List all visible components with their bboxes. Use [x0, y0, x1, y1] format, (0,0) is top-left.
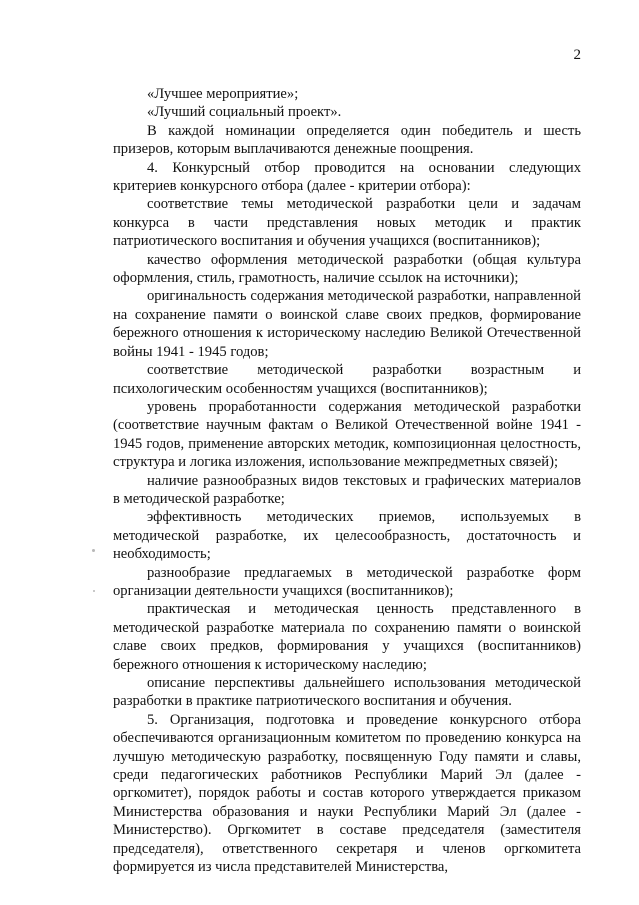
- criterion-practical-value: практическая и методическая ценность представленного в методической разработке материала по сохранению памяти о воинской славе своих предков, формирования у учащихся (воспитанников) бережного отношения к историческому наследию;: [113, 601, 581, 673]
- criterion-material-variety: наличие разнообразных видов текстовых и графических материалов в методической разработке;: [113, 472, 581, 507]
- criterion-originality: оригинальность содержания методической разработки, направленной на сохранение памяти о воинской славе своих предков, формирование бережного отношения к историческому наследию Великой Отечественной войны 1941 - 1945 годов;: [113, 288, 581, 360]
- criterion-goal-compliance: соответствие темы методической разработки цели и задачам конкурса в части представления новых методик и практик патриотического воспитания и обучения учащихся (воспитанников);: [113, 196, 581, 250]
- paragraph-section-5: 5. Организация, подготовка и проведение конкурсного отбора обеспечиваются организационным комитетом по проведению конкурса на лучшую методическую разработку, посвященную Году памяти и славы, среди педагогических работников Республики Марий Эл (далее - оргкомитет), порядок работы и состав которого утверждается приказом Министерства образования и науки Республики Марий Эл (далее - Министерство). Оргкомитет в составе председателя (заместителя председателя), ответственного секретаря и членов оргкомитета формируется из числа представителей Министерства,: [113, 711, 581, 876]
- criterion-design-quality: качество оформления методической разработки (общая культура оформления, стиль, грамотность, наличие ссылок на источники);: [113, 251, 581, 287]
- criterion-method-efficiency: эффективность методических приемов, используемых в методической разработке, их целесообразность, достаточность и необходимость;: [113, 509, 581, 563]
- criterion-age-compliance: соответствие методической разработки возрастным и психологическим особенностям учащихся (воспитанников);: [113, 362, 581, 397]
- paragraph-winners: В каждой номинации определяется один победитель и шесть призеров, которым выплачиваются денежные поощрения.: [113, 122, 581, 158]
- paragraph-nomination-best-event: «Лучшее мероприятие»;: [147, 86, 299, 102]
- criterion-prospects: описание перспективы дальнейшего использования методической разработки в практике патриотического воспитания и обучения.: [113, 675, 581, 710]
- document-body: [113, 85, 581, 876]
- criterion-activity-forms: разнообразие предлагаемых в методической разработке форм организации деятельности учащихся (воспитанников);: [113, 564, 581, 599]
- scan-speck: [92, 549, 95, 552]
- paragraph-section-4: 4. Конкурсный отбор проводится на основании следующих критериев конкурсного отбора (далее - критерии отбора):: [113, 159, 581, 195]
- scan-speck: [93, 590, 95, 592]
- page-number: 2: [573, 47, 581, 63]
- criterion-elaboration-level: уровень проработанности содержания методической разработки (соответствие научным фактам о Великой Отечественной войне 1941 - 1945 годов, применение авторских методик, композиционная целостность, структура и логика изложения, использование межпредметных связей);: [113, 398, 581, 471]
- paragraph-nomination-best-social-project: «Лучший социальный проект».: [147, 104, 342, 121]
